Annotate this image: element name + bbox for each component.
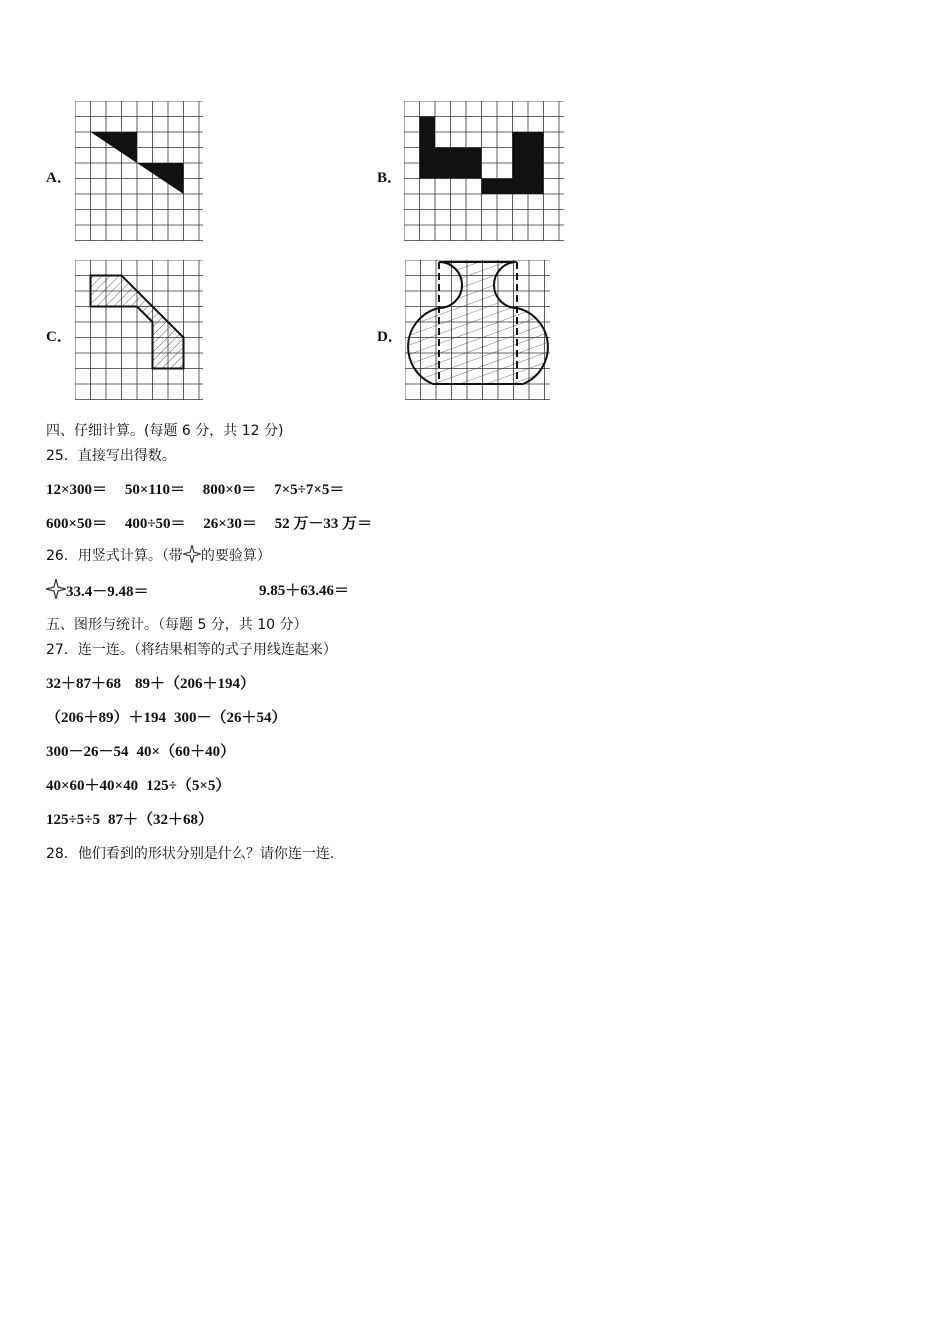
q27-left: （206＋89）＋194 [46,710,167,726]
q25-title: 25．直接写出得数。 [46,448,176,464]
q25-item: 400÷50＝ [124,516,186,532]
q26-expr-1: 33.4－9.48＝ [66,584,149,600]
star-icon [46,579,66,599]
q26-title [46,545,271,565]
q27-left: 300－26－54 [46,744,129,760]
q27-left: 40×60＋40×40 [46,778,139,794]
figure-c-grid [75,260,203,400]
q27-title: 27．连一连。（将结果相等的式子用线连起来） [46,642,337,658]
q25-item: 52 万－33 万＝ [274,516,373,532]
star-icon [183,545,201,563]
q25-item: 12×300＝ [46,482,108,498]
figure-a-grid [75,101,203,241]
q25-item: 600×50＝ [46,516,108,532]
q27-right: 40×（60＋40） [136,744,236,760]
option-c-label: C． [46,329,72,345]
q25-row-1 [46,478,344,499]
q27-right: 125÷（5×5） [146,778,231,794]
q27-right: 300－（26＋54） [174,710,287,726]
q27-row [46,740,235,761]
q26-title-text: 26．用竖式计算。（带 [46,548,183,564]
q27-row [46,774,230,795]
q27-right: 87＋（32＋68） [107,812,213,828]
figure-b-grid [404,101,564,241]
section-5-heading: 五、图形与统计。（每题 5 分，共 10 分） [46,617,308,633]
q25-item: 50×110＝ [124,482,186,498]
q27-row [46,706,287,727]
q27-left: 125÷5÷5 [46,812,100,828]
q26-row [46,579,149,601]
q25-row-2 [46,512,372,533]
option-b-label: B． [377,170,403,186]
q28-title: 28．他们看到的形状分别是什么？请你连一连. [46,846,335,862]
q27-row [46,672,255,693]
option-d-label: D． [377,329,403,345]
q27-left: 32＋87＋68 [46,676,122,692]
q25-item: 26×30＝ [203,516,257,532]
q25-item: 800×0＝ [202,482,257,498]
q25-item: 7×5÷7×5＝ [274,482,345,498]
figure-d-grid [405,260,550,400]
q26-expr-2: 9.85＋63.46＝ [259,583,350,599]
option-a-label: A． [46,170,72,186]
q26-title-text-end: 的要验算） [200,548,271,564]
q27-row [46,808,213,829]
q27-right: 89＋（206＋194） [135,676,256,692]
section-4-heading: 四、仔细计算。(每题 6 分，共 12 分) [46,423,284,439]
figure-d-shape [408,262,548,384]
